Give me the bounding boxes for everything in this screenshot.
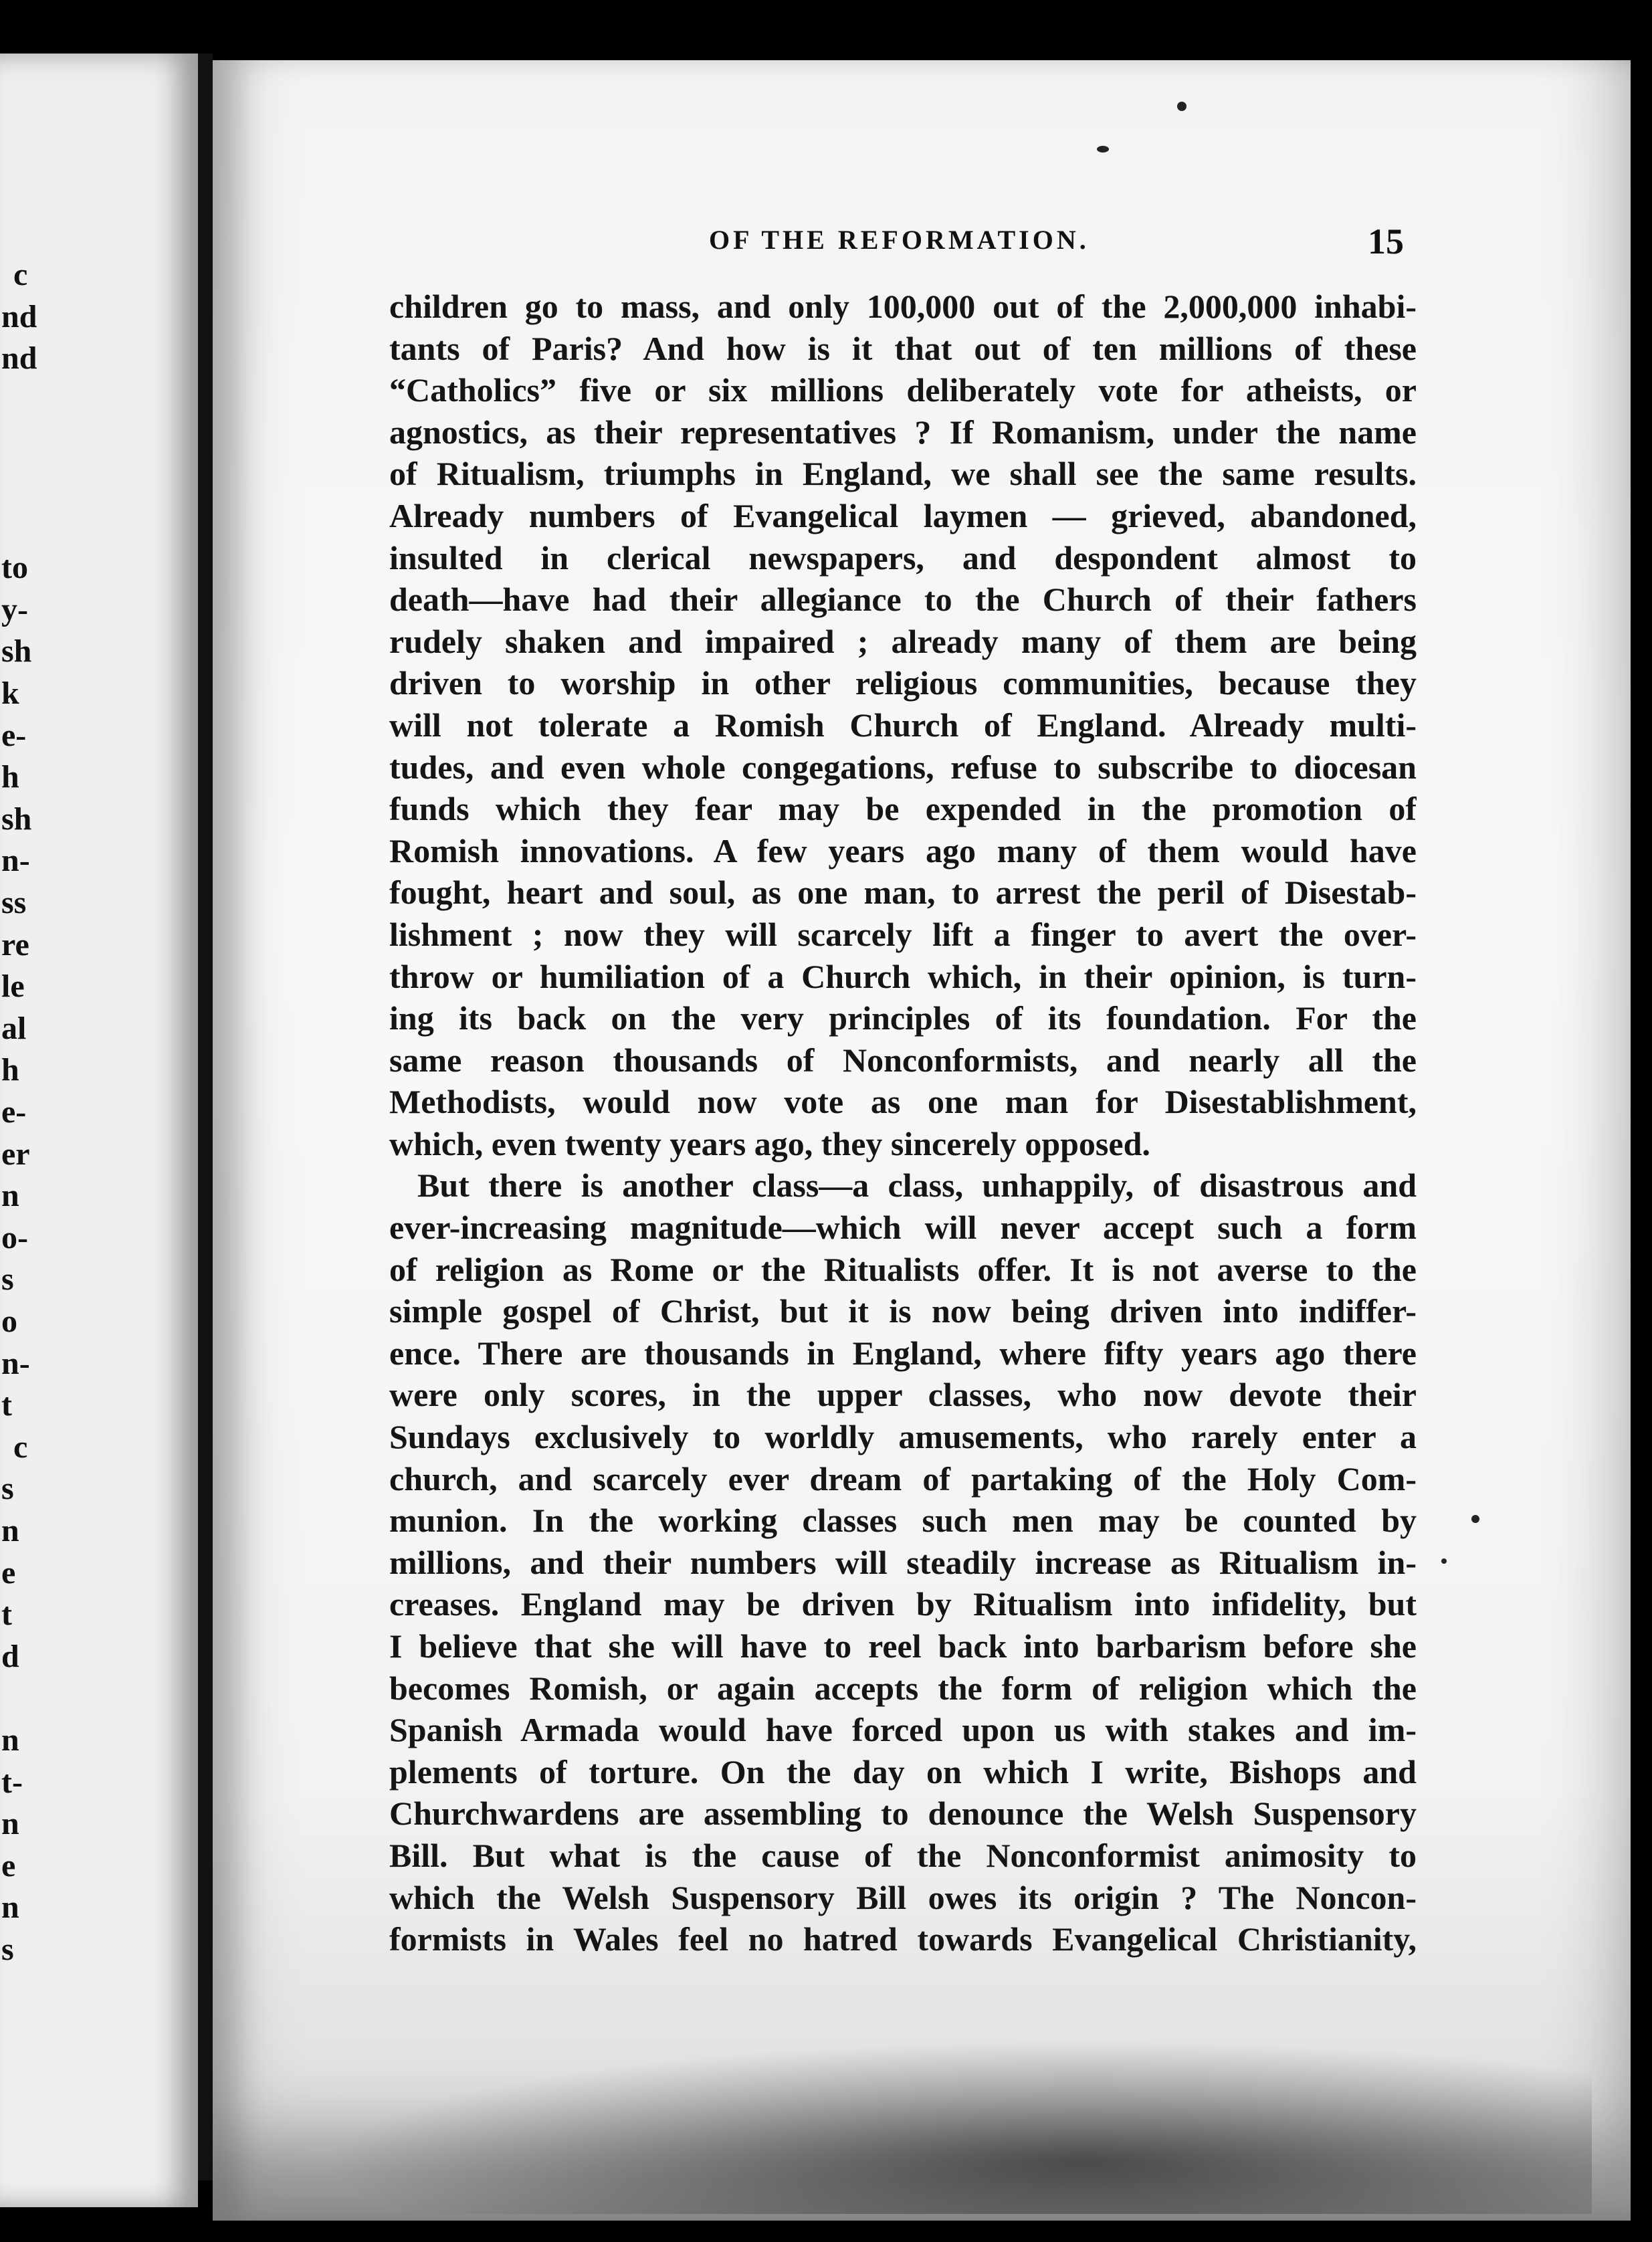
left-page-fragment: to (1, 550, 28, 586)
ink-speck (1177, 102, 1186, 111)
text-line: Spanish Armada would have forced upon us with stakes and im- (389, 1711, 1417, 1749)
text-line: “Catholics” five or six millions deliberately vote for atheists, or (389, 371, 1417, 409)
book-gutter (198, 54, 213, 2180)
text-line: Romish innovations. A few years ago many of them would have (389, 831, 1417, 870)
page-shadow (321, 2040, 1592, 2214)
ink-speck (1471, 1515, 1479, 1523)
left-page-fragment: ss (1, 885, 27, 920)
text-line: will not tolerate a Romish Church of England. Already multi- (389, 706, 1417, 744)
text-line: death—have had their allegiance to the Church of their fathers (389, 581, 1417, 619)
text-line: rudely shaken and impaired ; already many of them are being (389, 622, 1417, 660)
text-line: of religion as Rome or the Ritualists offer. It is not averse to the (389, 1250, 1417, 1288)
left-page-fragment: n (1, 1890, 19, 1926)
text-line: I believe that she will have to reel back into barbarism before she (389, 1627, 1417, 1665)
text-line: same reason thousands of Nonconformists, and nearly all the (389, 1041, 1417, 1079)
left-page-fragment: y- (1, 591, 28, 627)
left-page-fragment: t (1, 1597, 12, 1633)
left-page-fragment: n (1, 1513, 19, 1548)
left-page-fragment: s (1, 1261, 14, 1298)
left-page-fragment: o (1, 1304, 17, 1339)
text-line: church, and scarcely ever dream of partaking of the Holy Com- (389, 1459, 1417, 1498)
text-line: insulted in clerical newspapers, and despondent almost to (389, 538, 1417, 577)
ink-speck (1097, 146, 1109, 152)
text-line: millions, and their numbers will steadily increase as Ritualism in- (389, 1543, 1417, 1581)
running-title: OF THE REFORMATION. (709, 225, 1090, 255)
text-line: plements of torture. On the day on which I write, Bishops and (389, 1752, 1417, 1791)
text-line: ever-increasing magnitude—which will never accept such a form (389, 1209, 1417, 1247)
left-page-fragment: s (1, 1471, 14, 1507)
left-page-fragment: d (1, 1638, 19, 1674)
body-text (389, 286, 1417, 1960)
text-line: funds which they fear may be expended in the promotion of (389, 790, 1417, 828)
left-page-fragment: h (1, 759, 19, 795)
text-line: Churchwardens are assembling to denounce the Welsh Suspensory (389, 1795, 1417, 1833)
text-line: But there is another class—a class, unhappily, of disastrous and (417, 1166, 1417, 1205)
text-line: lishment ; now they will scarcely lift a finger to avert the over- (389, 915, 1417, 953)
left-page-edge (0, 54, 198, 2207)
left-page-fragment: e- (1, 717, 27, 753)
text-line: Bill. But what is the cause of the Nonconformist animosity to (389, 1836, 1417, 1874)
text-line: driven to worship in other religious communities, because they (389, 664, 1417, 702)
left-page-fragment: re (1, 926, 29, 962)
left-page-fragment: e- (1, 1094, 27, 1130)
page-number: 15 (1368, 221, 1404, 262)
text-line: Already numbers of Evangelical laymen — grieved, abandoned, (389, 496, 1417, 534)
left-page-fragment: nd (1, 298, 37, 334)
text-line: becomes Romish, or again accepts the form of religion which the (389, 1669, 1417, 1707)
left-page-fragment: n- (1, 1345, 30, 1381)
left-page-fragment: er (1, 1136, 30, 1172)
text-line: of Ritualism, triumphs in England, we shall see the same results. (389, 455, 1417, 493)
left-page-fragment: s (1, 1932, 14, 1967)
text-line: munion. In the working classes such men may be counted by (389, 1502, 1417, 1540)
text-line: Methodists, would now vote as one man for Disestablishment, (389, 1083, 1417, 1121)
left-page-fragment: sh (1, 633, 32, 670)
left-page-fragment: t (1, 1387, 12, 1423)
text-line: tants of Paris? And how is it that out of ten millions of these (389, 329, 1417, 367)
left-page-fragment: e (1, 1554, 16, 1591)
left-page-fragment: t- (1, 1764, 23, 1800)
left-page-fragment: o- (1, 1219, 28, 1255)
text-line: ing its back on the very principles of its foundation. For the (389, 999, 1417, 1037)
left-page-fragment: n- (1, 843, 30, 879)
text-line: throw or humiliation of a Church which, in their opinion, is turn- (389, 957, 1417, 995)
text-line: were only scores, in the upper classes, who now devote their (389, 1376, 1417, 1414)
text-line: which, even twenty years ago, they sincerely opposed. (389, 1124, 1150, 1162)
text-line: ence. There are thousands in England, where fifty years ago there (389, 1334, 1417, 1372)
left-page-fragment: c (13, 257, 28, 292)
left-page-fragment: sh (1, 801, 32, 837)
text-line: children go to mass, and only 100,000 out of the 2,000,000 inhabi- (389, 288, 1417, 325)
left-page-fragment: n (1, 1806, 19, 1842)
left-page-fragment: e (1, 1847, 16, 1883)
text-line: agnostics, as their representatives ? If Romanism, under the name (389, 413, 1417, 451)
left-page-fragment: c (13, 1429, 28, 1465)
text-line: fought, heart and soul, as one man, to arrest the peril of Disestab- (389, 874, 1417, 912)
left-page-fragment: al (1, 1010, 27, 1046)
left-page-fragment: k (1, 676, 19, 711)
left-page-fragment: n (1, 1178, 19, 1214)
text-line: formists in Wales feel no hatred towards Evangelical Christianity, (389, 1920, 1417, 1958)
left-page-fragment: n (1, 1722, 19, 1758)
text-line: tudes, and even whole congegations, refuse to subscribe to diocesan (389, 748, 1417, 786)
text-line: Sundays exclusively to worldly amusements, who rarely enter a (389, 1418, 1417, 1456)
text-line: which the Welsh Suspensory Bill owes its origin ? The Noncon- (389, 1878, 1417, 1916)
text-line: simple gospel of Christ, but it is now being driven into indiffer- (389, 1292, 1417, 1330)
ink-speck (1441, 1558, 1447, 1564)
text-line: creases. England may be driven by Ritualism into infidelity, but (389, 1585, 1417, 1623)
left-page-fragment: nd (1, 340, 37, 377)
left-page-fragment: le (1, 969, 25, 1005)
left-page-fragment: h (1, 1052, 19, 1088)
